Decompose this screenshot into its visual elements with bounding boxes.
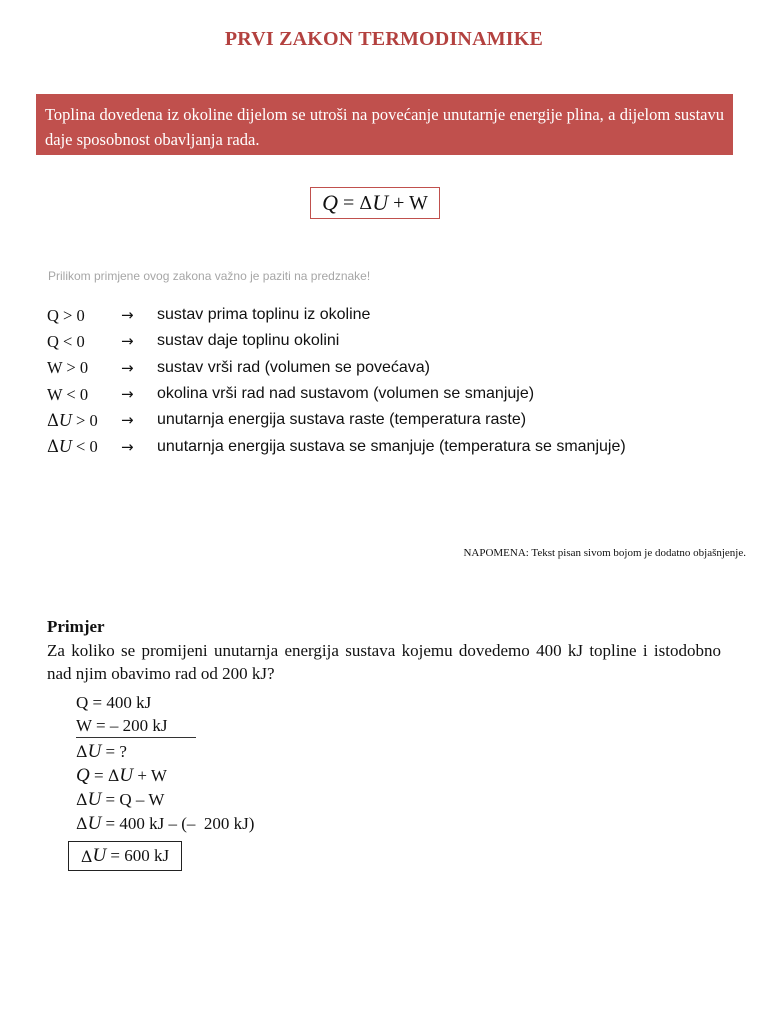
rule-condition: Q < 0 [47,331,85,351]
rule-row [47,302,626,328]
rule-row [47,381,626,407]
given-divider [76,737,196,738]
arrow-icon: → [121,437,134,456]
given-w: W = – 200 kJ [76,716,168,735]
rule-condition: ΔU > 0 [47,409,98,430]
result-box: Δ U = 600 kJ [68,841,182,871]
rule-condition: ΔU < 0 [47,436,98,457]
rule-description: unutarnja energija sustava raste (temperatura raste) [157,411,527,429]
formula-delta: Δ [359,192,373,214]
rule-condition: Q > 0 [47,305,85,325]
rule-description: unutarnja energija sustava se smanjuje (temperatura se smanjuje) [157,437,626,455]
formula-u: U [372,190,389,215]
rule-description: sustav vrši rad (volumen se povećava) [157,358,430,376]
rule-condition: W > 0 [47,358,89,378]
arrow-icon: → [121,332,134,351]
arrow-icon: → [121,306,134,325]
page-title: PRVI ZAKON TERMODINAMIKE [224,28,544,50]
rule-description: okolina vrši rad nad sustavom (volumen se smanjuje) [157,385,535,403]
unknown-delta-u: ΔU = ? [76,741,127,762]
sign-note: Prilikom primjene ovog zakona važno je paziti na predznake! [48,269,371,283]
rule-row [47,355,626,381]
rule-condition: W < 0 [47,384,89,404]
formula-equals: = [337,191,360,214]
arrow-icon: → [121,358,134,377]
arrow-icon: → [121,385,134,404]
rule-row [47,407,626,433]
formula-q: Q [322,190,338,215]
first-law-formula [310,187,440,219]
sign-rules-list [47,302,626,460]
rule-row [47,433,626,459]
step-formula: Q = ΔU + W [76,765,167,786]
example-heading: Primjer [47,617,105,636]
given-q: Q = 400 kJ [76,693,152,712]
rule-description: sustav daje toplinu okolini [157,332,340,350]
example-question: Za koliko se promijeni unutarnja energija sustava kojemu dovedemo 400 kJ topline i istodobno nad njim obavimo rad od 200 kJ? [47,641,721,683]
rule-description: sustav prima toplinu iz okoline [157,306,371,324]
rule-row [47,328,626,354]
step-substituted: ΔU = 400 kJ – (– 200 kJ) [76,813,255,834]
law-statement-box: Toplina dovedena iz okoline dijelom se utroši na povećanje unutarnje energije plina, a dijelom sustavu daje sposobnost obavljanja rada. [36,94,733,155]
arrow-icon: → [121,411,134,430]
step-rearranged: ΔU = Q – W [76,789,165,810]
footnote-napomena: NAPOMENA: Tekst pisan sivom bojom je dodatno objašnjenje. [463,547,746,559]
formula-rest: + W [388,191,428,214]
